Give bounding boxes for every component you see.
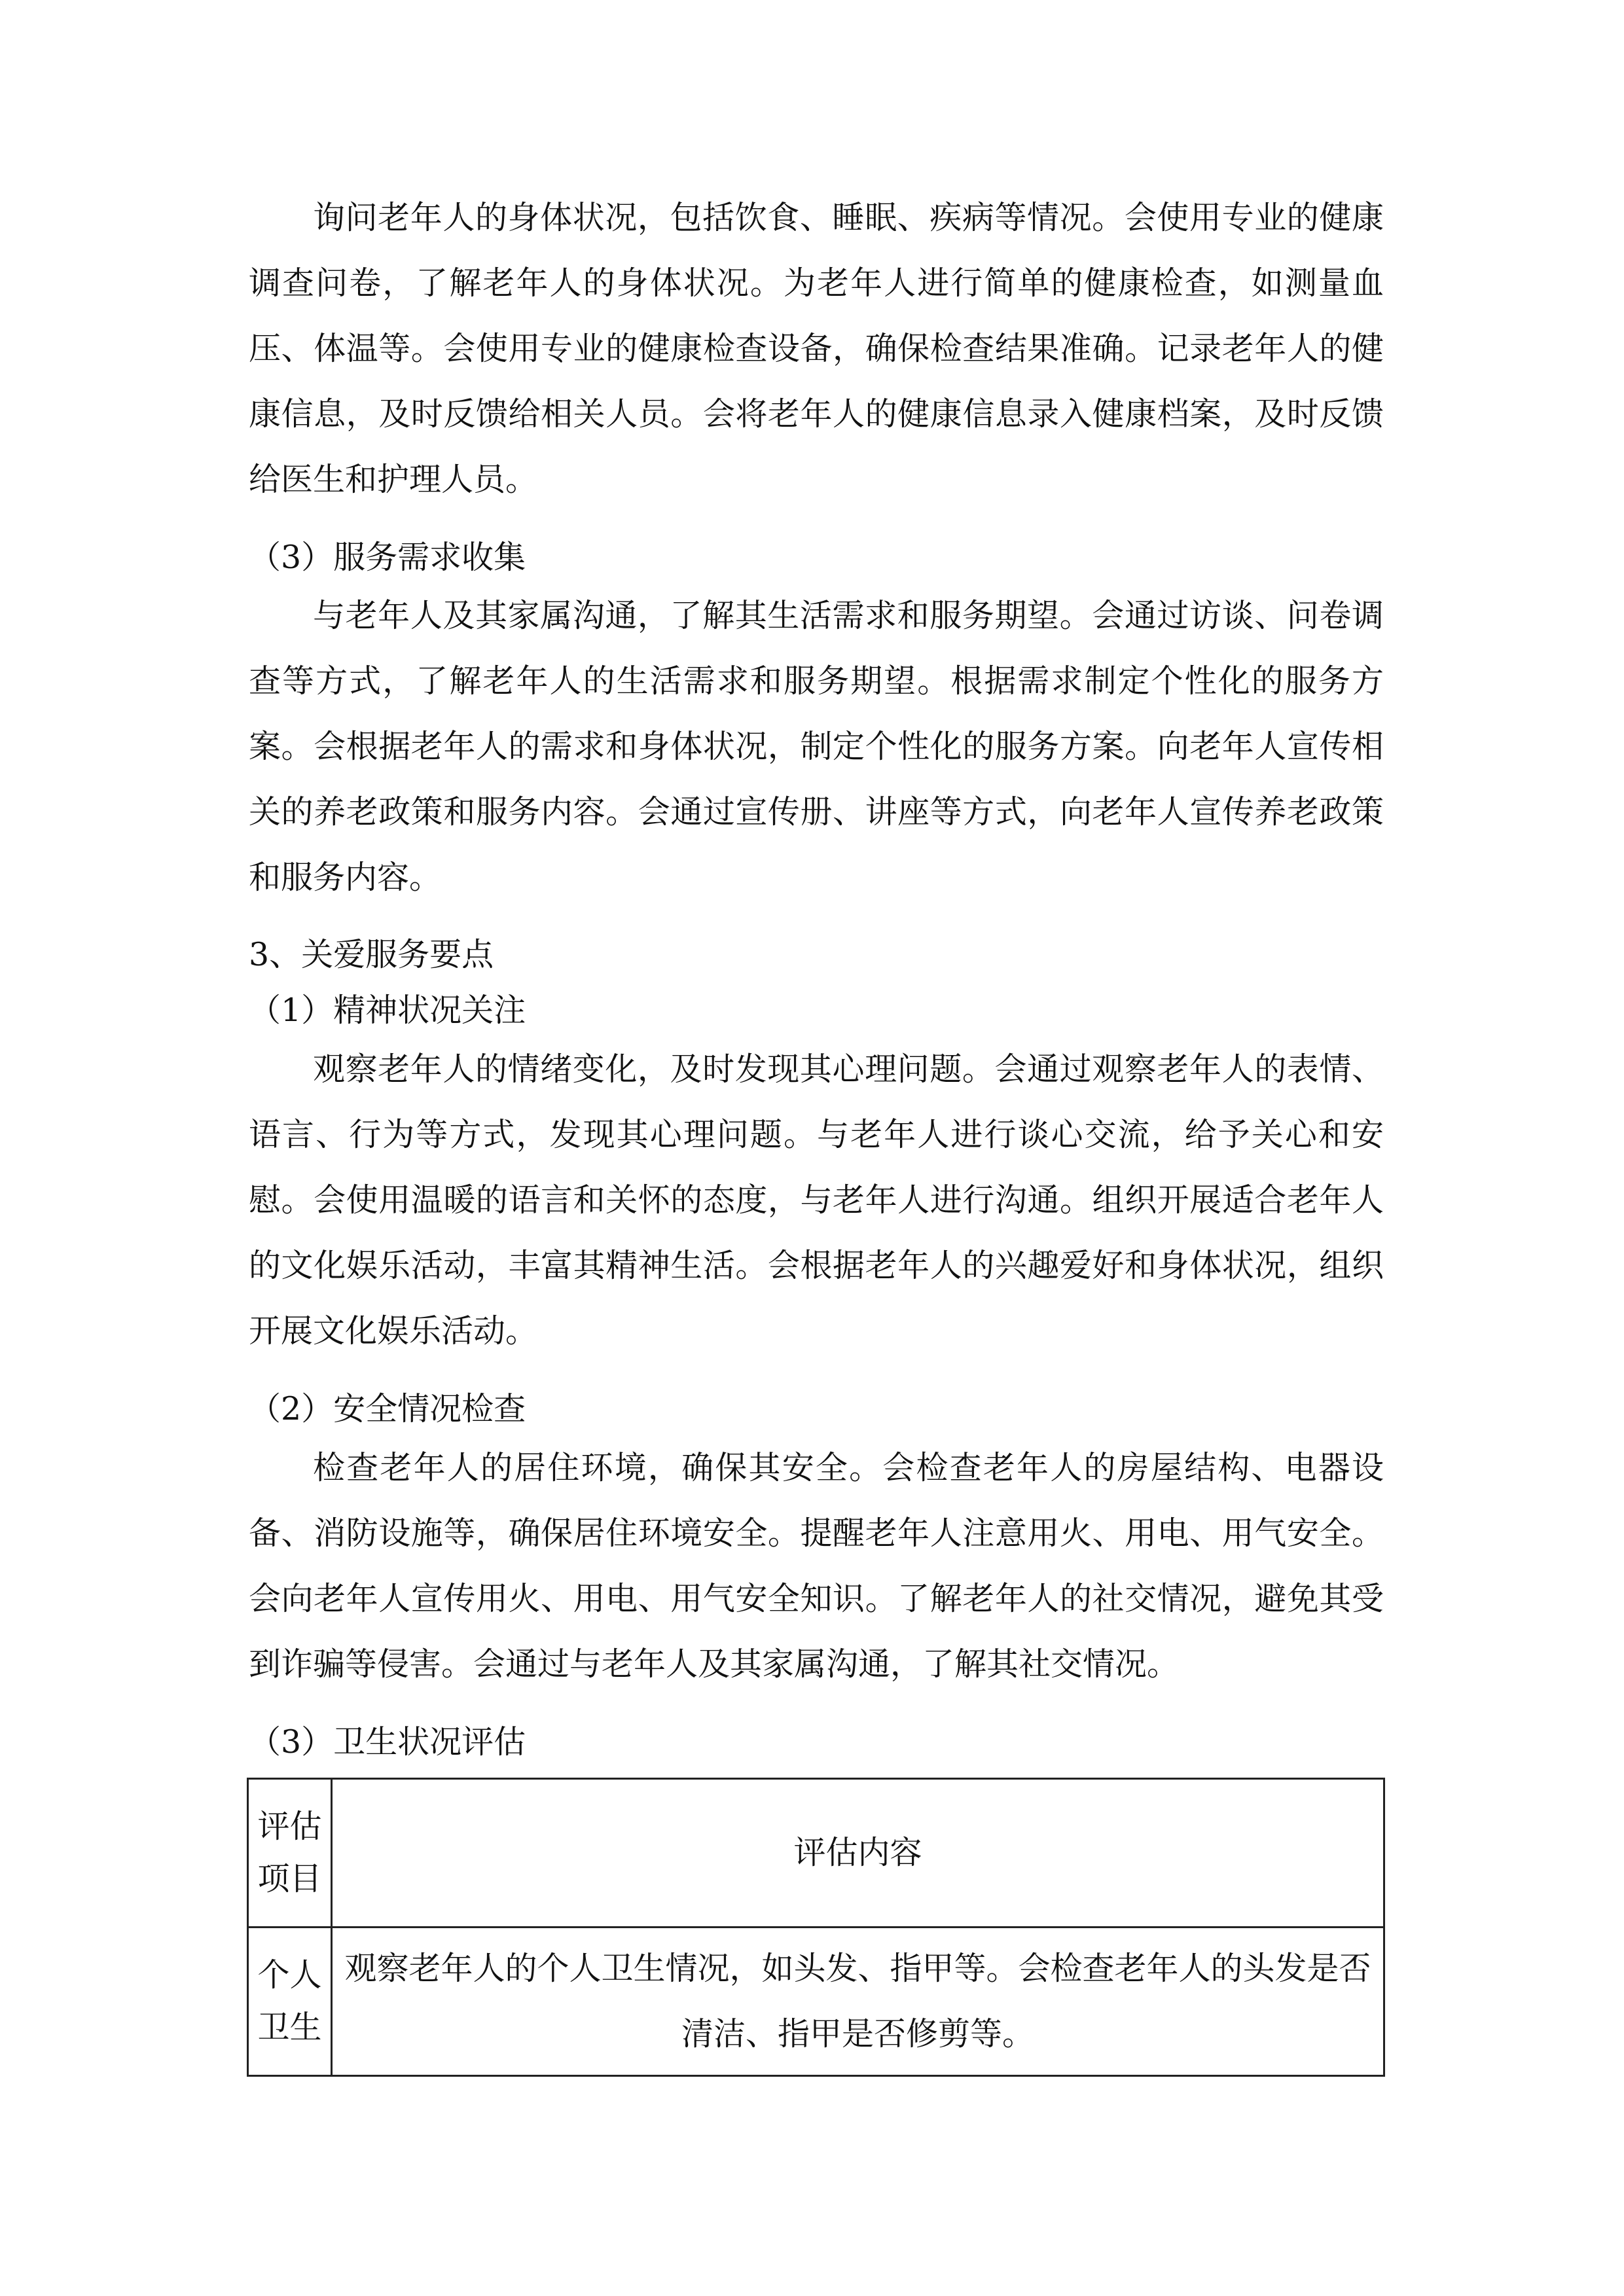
heading-service-needs: （3）服务需求收集: [249, 539, 526, 576]
paragraph-health-check: 询问老年人的身体状况，包括饮食、睡眠、疾病等情况。会使用专业的健康调查问卷，了解老年人的身体状况。为老年人进行简单的健康检查，如测量血压、体温等。会使用专业的健康检查设备，确保检查结果准确。记录老年人的健康信息，及时反馈给相关人员。会将老年人的健康信息录入健康档案，及时反馈给医生和护理人员。: [249, 199, 1384, 498]
table-cell-content: 观察老年人的个人卫生情况，如头发、指甲等。会检查老年人的头发是否清洁、指甲是否修剪等。: [332, 1928, 1384, 2076]
hygiene-assessment-table: [247, 1778, 1385, 2077]
heading-hygiene-assessment: （3）卫生状况评估: [249, 1723, 526, 1761]
paragraph-service-needs: 与老年人及其家属沟通，了解其生活需求和服务期望。会通过访谈、问卷调查等方式，了解老年人的生活需求和服务期望。根据需求制定个性化的服务方案。会根据老年人的需求和身体状况，制定个性化的服务方案。向老年人宣传相关的养老政策和服务内容。会通过宣传册、讲座等方式，向老年人宣传养老政策和服务内容。: [249, 597, 1384, 896]
heading-mental-status: （1）精神状况关注: [249, 992, 526, 1029]
heading-safety-check: （2）安全情况检查: [249, 1390, 526, 1427]
table-header-content: 评估内容: [332, 1779, 1384, 1928]
heading-care-points: 3、关爱服务要点: [249, 936, 494, 973]
table-header-row: [248, 1779, 1384, 1928]
table-cell-item: 个人卫生: [248, 1928, 332, 2076]
paragraph-safety-check: 检查老年人的居住环境，确保其安全。会检查老年人的房屋结构、电器设备、消防设施等，确保居住环境安全。提醒老年人注意用火、用电、用气安全。会向老年人宣传用火、用电、用气安全知识。了解老年人的社交情况，避免其受到诈骗等侵害。会通过与老年人及其家属沟通，了解其社交情况。: [249, 1449, 1384, 1683]
paragraph-mental-status: 观察老年人的情绪变化，及时发现其心理问题。会通过观察老年人的表情、语言、行为等方式，发现其心理问题。与老年人进行谈心交流，给予关心和安慰。会使用温暖的语言和关怀的态度，与老年人进行沟通。组织开展适合老年人的文化娱乐活动，丰富其精神生活。会根据老年人的兴趣爱好和身体状况，组织开展文化娱乐活动。: [249, 1050, 1384, 1350]
table-row: [248, 1928, 1384, 2076]
table-header-item: 评估项目: [248, 1779, 332, 1928]
